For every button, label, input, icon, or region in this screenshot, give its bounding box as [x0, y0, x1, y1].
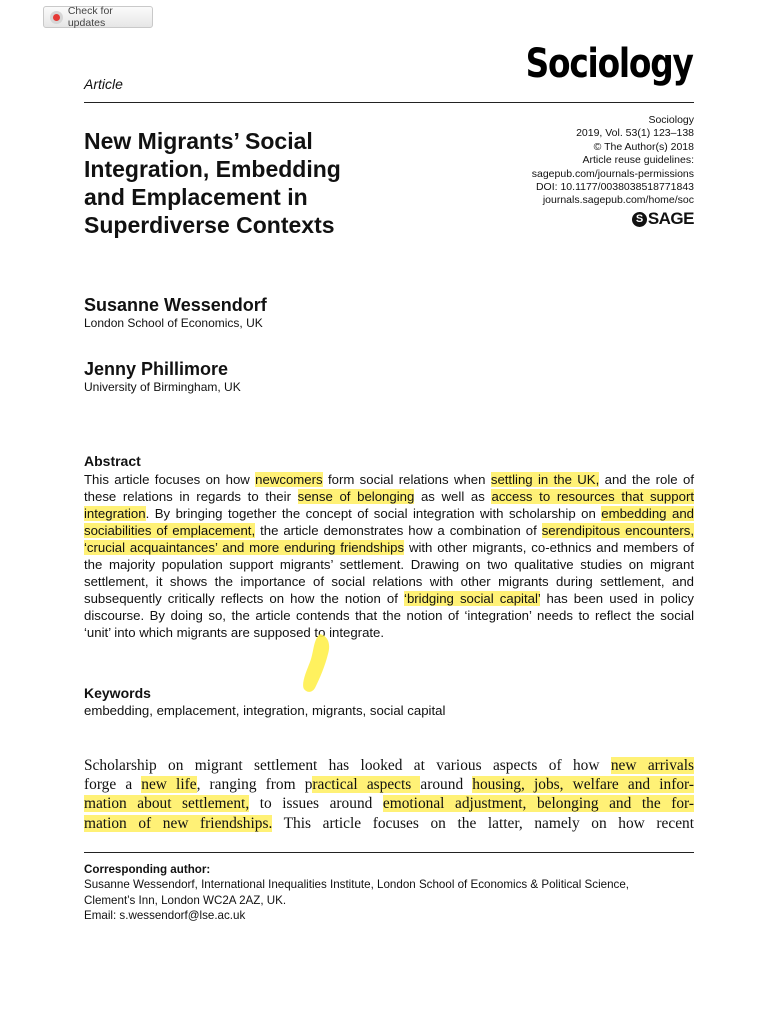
abstract-heading: Abstract	[84, 453, 141, 469]
crossmark-icon	[50, 11, 63, 24]
journal-logo: Sociology	[526, 41, 693, 87]
footnote-address: Clement’s Inn, London WC2A 2AZ, UK.	[84, 893, 287, 907]
abstract-segment: has been used in policy discourse. By doing so, the article contends that the notion of ‘integration’ needs to reflect the social ‘unit’ into which migrants are supposed to integrate.	[84, 590, 695, 640]
publisher-name: SAGE	[647, 209, 694, 228]
abstract-segment: . By bringing together the concept of social integration with scholarship on	[145, 505, 602, 521]
highlighted-phrase: new arrivals	[610, 757, 694, 774]
publisher-logo	[632, 209, 694, 229]
corresponding-author-note	[84, 862, 704, 924]
check-for-updates-button[interactable]	[43, 6, 153, 28]
abstract-segment: form social relations when	[322, 472, 491, 487]
meta-copyright: © The Author(s) 2018	[593, 140, 694, 153]
header-divider	[84, 102, 694, 103]
highlighted-phrase: ‘bridging social capital’	[404, 590, 541, 606]
abstract-segment: This article focuses on how	[84, 472, 256, 487]
highlighted-phrase: serendipitous encounters, ‘crucial acquaintances’ and more enduring friendships	[84, 522, 694, 555]
title-line: New Migrants’ Social	[84, 128, 313, 154]
abstract-text	[84, 472, 694, 642]
body-paragraph	[84, 756, 694, 833]
abstract-segment: and the role of these relations in regards to their	[84, 472, 694, 504]
body-segment: Scholarship on migrant settlement has looked at various aspects of how	[84, 757, 611, 774]
body-segment: around	[420, 776, 473, 794]
keywords-list: embedding, emplacement, integration, migrants, social capital	[84, 703, 446, 718]
author-name: Susanne Wessendorf	[84, 295, 267, 315]
title-line: Integration, Embedding	[84, 156, 341, 182]
highlighted-phrase: ractical aspects	[312, 776, 421, 794]
publication-metadata	[532, 114, 694, 208]
footnote-divider	[84, 852, 694, 853]
abstract-segment: the article demonstrates how a combination of	[255, 522, 542, 538]
highlighted-phrase: newcomers	[255, 472, 323, 487]
highlighted-phrase: access to resources that support integration	[84, 488, 694, 521]
highlighted-phrase: new life	[141, 776, 197, 794]
keywords-heading: Keywords	[84, 685, 151, 701]
body-segment: This article focuses on the latter, namely on how recent	[272, 814, 694, 832]
meta-volume: 2019, Vol. 53(1) 123–138	[576, 127, 694, 140]
body-line	[84, 794, 694, 813]
author-affiliation: London School of Economics, UK	[84, 316, 263, 330]
author-name: Jenny Phillimore	[84, 359, 229, 379]
check-for-updates-label: Check for updates	[67, 5, 113, 29]
highlighted-phrase: settling in the UK,	[490, 472, 600, 487]
footnote-address: Susanne Wessendorf, International Inequalities Institute, London School of Economics & Political Science,	[84, 878, 630, 892]
meta-journal: Sociology	[648, 114, 694, 126]
title-line: and Emplacement in	[84, 184, 308, 210]
author-block	[84, 294, 267, 331]
highlighted-phrase: mation about settlement,	[84, 795, 250, 813]
article-type-label: Article	[84, 76, 123, 92]
abstract-segment: as well as	[414, 488, 492, 504]
highlighted-phrase: emotional adjustment, belonging and the for-	[382, 795, 694, 813]
abstract-segment: with other migrants, co-ethnics and members of the majority population support migrants’ settlement. Drawing on two qualitative studies on migrant settlement, it shows the importance of social relations with other migrants during settlement, and subsequently critically reflects on how the notion of	[84, 539, 694, 606]
article-title	[84, 127, 424, 239]
body-segment: to issues around	[249, 795, 383, 813]
meta-doi-link[interactable]: DOI: 10.1177/0038038518771843	[535, 181, 694, 194]
body-line	[84, 756, 694, 775]
meta-reuse-label: Article reuse guidelines:	[582, 154, 694, 167]
highlighter-stroke	[298, 632, 334, 694]
highlighted-phrase: housing, jobs, welfare and infor-	[472, 776, 694, 794]
highlighted-phrase: embedding and sociabilities of emplacement,	[84, 505, 694, 538]
body-segment: forge a	[84, 776, 142, 794]
sage-s-icon: S	[632, 212, 647, 227]
title-line: Superdiverse Contexts	[84, 212, 335, 238]
body-line	[84, 814, 694, 833]
author-affiliation: University of Birmingham, UK	[84, 380, 241, 394]
body-segment: , ranging from p	[196, 776, 313, 794]
meta-journal-home-link[interactable]: journals.sagepub.com/home/soc	[542, 194, 694, 207]
highlighted-phrase: sense of belonging	[297, 488, 415, 504]
body-line	[84, 775, 694, 794]
footnote-email[interactable]: Email: s.wessendorf@lse.ac.uk	[84, 909, 246, 923]
footnote-heading: Corresponding author:	[84, 863, 211, 876]
meta-permissions-link[interactable]: sagepub.com/journals-permissions	[531, 167, 694, 180]
author-block	[84, 358, 241, 395]
highlighted-phrase: mation of new friendships.	[84, 814, 273, 832]
